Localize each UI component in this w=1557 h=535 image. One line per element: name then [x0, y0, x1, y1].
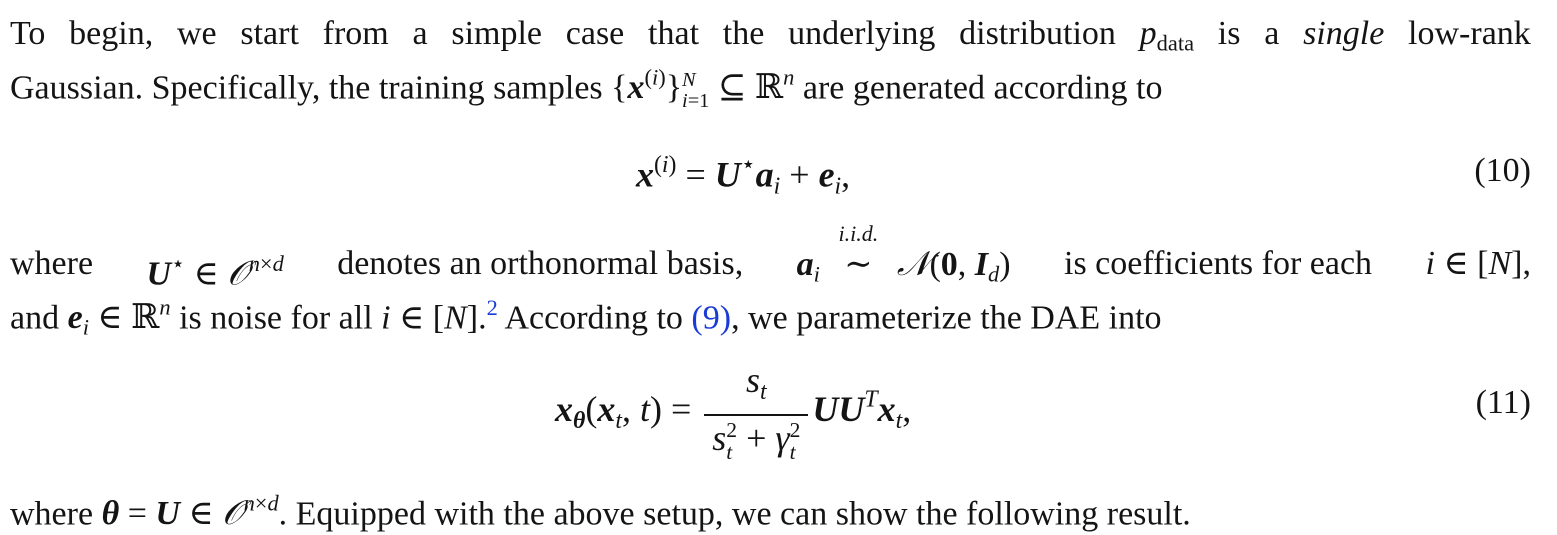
text: Gaussian. Specifically, the training samples — [10, 69, 603, 107]
text: where — [10, 245, 94, 282]
word: begin, — [69, 15, 154, 52]
paragraph2-line2 — [10, 288, 1531, 348]
theta-math: θ = U ∈ 𝒪$^{n\times d}$ — [101, 491, 279, 534]
index-math: i ∈ [N]. — [381, 299, 487, 337]
text: are generated according to — [802, 69, 1163, 107]
equation-10-body: $x^{(i)} = U^⋆a_i + e_i$, — [636, 152, 851, 200]
word: from — [322, 15, 389, 52]
word: start — [240, 15, 299, 52]
text: where — [10, 495, 94, 533]
basis-math: U⋆ ∈ 𝒪$^{n\times d}$ — [146, 251, 284, 294]
word: the — [722, 15, 765, 52]
word: that — [648, 15, 700, 52]
text: denotes an orthonormal basis, — [337, 245, 744, 282]
paragraph1-line1 — [10, 14, 1531, 64]
word: To — [10, 15, 46, 52]
equation-10-number: (10) — [1474, 152, 1531, 189]
paragraph3 — [10, 484, 1531, 534]
equation-11 — [0, 360, 1557, 464]
single-word: single — [1303, 15, 1385, 52]
iid-label: i.i.d. — [838, 221, 879, 246]
noise-math: $e_i$ ∈ ℝ$^n$ — [67, 295, 171, 341]
text: . Equipped with the above setup, we can show the following result. — [278, 495, 1191, 533]
text: and — [10, 299, 60, 337]
equation-ref-9[interactable]: (9) — [691, 299, 732, 337]
word: underlying — [788, 15, 936, 52]
text: According to — [504, 299, 683, 337]
index-math: i ∈ [N], — [1425, 245, 1531, 282]
equation-11-number: (11) — [1475, 384, 1531, 421]
sample-set-math: $\{x^{(i)}\}$ N i=1 ⊆ ℝ$^n$ — [611, 65, 795, 112]
text: is noise for all — [179, 299, 373, 337]
text: , we parameterize the DAE into — [731, 299, 1162, 337]
paragraph1-line2 — [10, 58, 1531, 111]
p-data-symbol: $p_{data}$ — [1139, 15, 1195, 56]
footnote-link[interactable]: 2 — [486, 295, 498, 320]
word: is — [1217, 15, 1241, 52]
word: low-rank — [1408, 15, 1531, 52]
text: is coefficients for each — [1064, 245, 1373, 282]
equation-11-body: $x_\theta(x_t$, t) = $s_t$ s 2 t + γ 2 t $UU^Tx_t$, — [555, 360, 912, 464]
word: a — [1264, 15, 1280, 52]
word: a — [412, 15, 428, 52]
word: case — [565, 15, 625, 52]
word: distribution — [959, 15, 1116, 52]
fraction: $s_t$ s 2 t + γ 2 t — [704, 362, 808, 463]
word: simple — [451, 15, 543, 52]
word: we — [176, 15, 217, 52]
equation-10 — [0, 130, 1557, 210]
coeff-math: $a_i$ i.i.d. ∼ 𝒩(0, $I_d$) — [796, 221, 1011, 287]
